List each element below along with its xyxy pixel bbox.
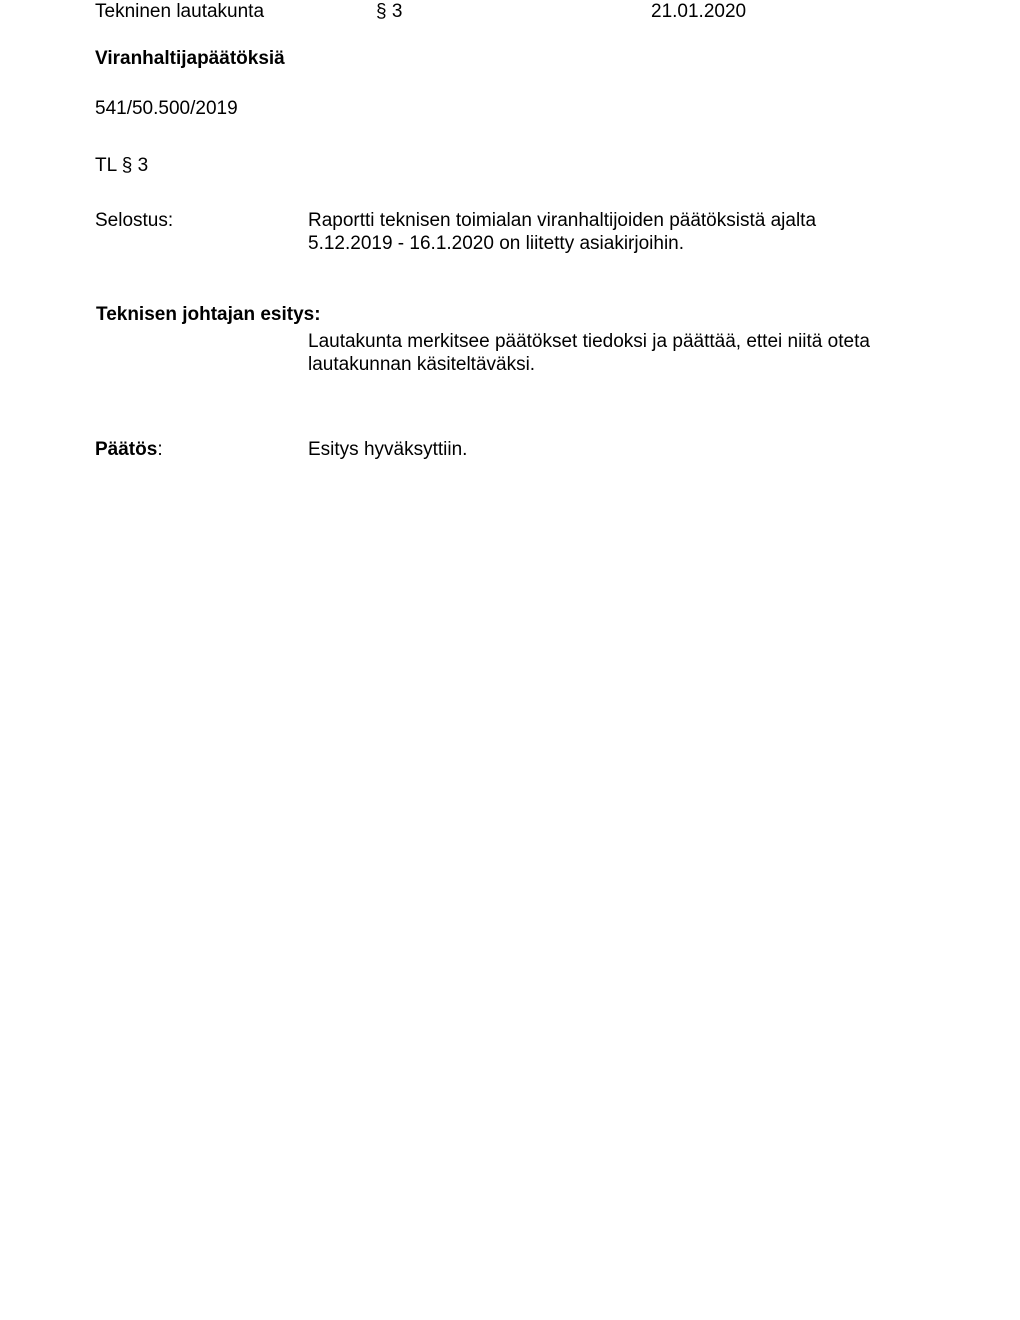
header-date: 21.01.2020 [651,1,747,22]
selostus-text [308,209,948,255]
header-board: Tekninen lautakunta [95,1,265,22]
selostus-line-1: Raportti teknisen toimialan viranhaltijoiden päätöksistä ajalta [308,210,817,231]
reference-number: 541/50.500/2019 [95,98,238,119]
esitys-label: Teknisen johtajan esitys: [96,304,321,325]
paatos-label-text: Päätös [95,439,158,460]
document-title: Viranhaltijapäätöksiä [95,48,285,69]
paatos-label-colon: : [157,439,163,460]
esitys-line-1: Lautakunta merkitsee päätökset tiedoksi ja päättää, ettei niitä oteta [308,331,870,352]
paatos-text: Esitys hyväksyttiin. [308,439,468,460]
selostus-label: Selostus: [95,210,174,231]
section-reference: TL § 3 [95,155,149,176]
esitys-text [308,330,948,376]
selostus-line-2: 5.12.2019 - 16.1.2020 on liitetty asiakirjoihin. [308,233,685,254]
paatos-label [95,438,163,461]
header-section: § 3 [376,1,403,22]
esitys-line-2: lautakunnan käsiteltäväksi. [308,354,536,375]
